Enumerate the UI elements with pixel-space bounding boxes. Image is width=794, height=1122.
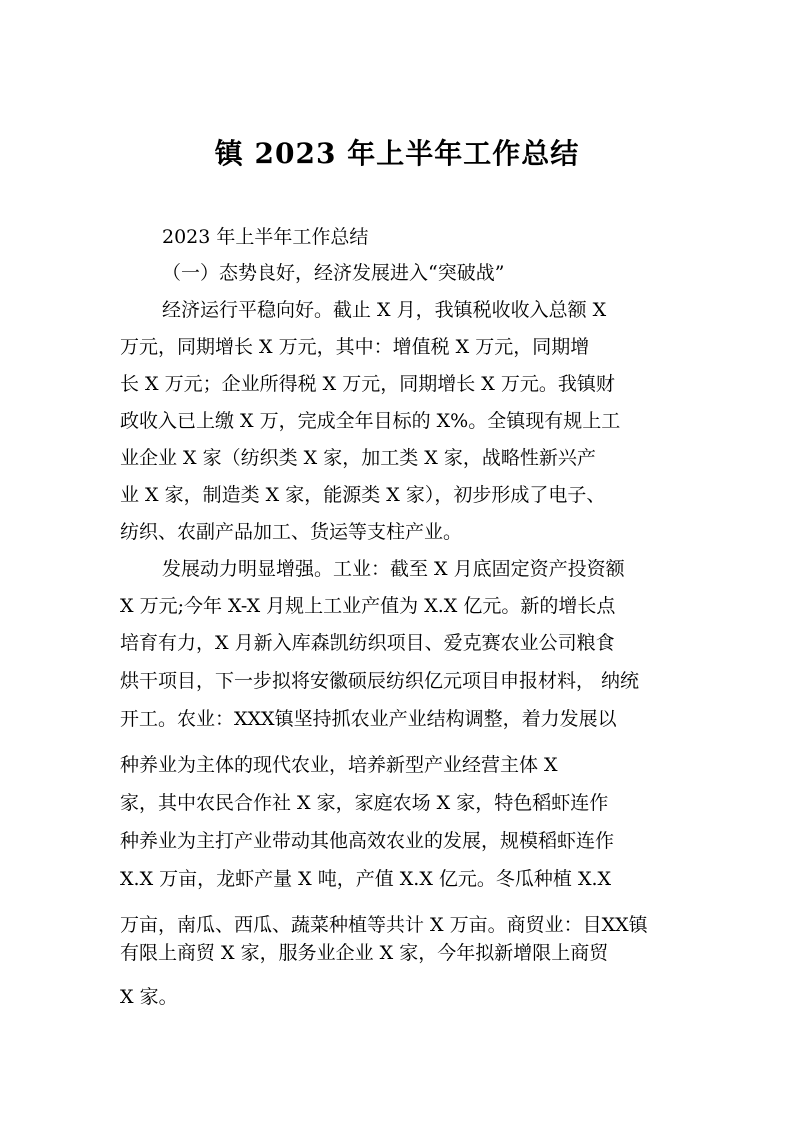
text-line: 种养业为主打产业带动其他高效农业的发展，规模稻虾连作 (120, 830, 615, 852)
text-line: 2023 年上半年工作总结 (162, 226, 369, 248)
text-line: 发展动力明显增强。工业：截至 X 月底固定资产投资额 (162, 558, 625, 580)
text-line: 开工。农业：XXX镇坚持抓农业产业结构调整，着力发展以 (120, 708, 617, 730)
text-line: X.X 万亩，龙虾产量 X 吨，产值 X.X 亿元。冬瓜种植 X.X (120, 868, 612, 890)
text-line: 家，其中农民合作社 X 家，家庭农场 X 家，特色稻虾连作 (120, 792, 609, 814)
text-line: 种养业为主体的现代农业，培养新型产业经营主体 X (120, 754, 558, 776)
text-line: 政收入已上缴 X 万，完成全年目标的 X%。全镇现有规上工 (120, 410, 621, 432)
text-line: 业 X 家，制造类 X 家，能源类 X 家），初步形成了电子、 (120, 484, 606, 506)
text-line: X 万元;今年 X-X 月规上工业产值为 X.X 亿元。新的增长点 (120, 595, 616, 617)
text-line: X 家。 (120, 986, 178, 1008)
text-line: 万元，同期增长 X 万元，其中：增值税 X 万元，同期增 (120, 336, 590, 358)
text-line: 万亩，南瓜、西瓜、蔬菜种植等共计 X 万亩。商贸业：目XX镇 (120, 914, 648, 936)
text-line: 培育有力，X 月新入库森凯纺织项目、爱克赛农业公司粮食 (120, 632, 615, 654)
text-line: 有限上商贸 X 家，服务业企业 X 家，今年拟新增限上商贸 (120, 942, 609, 964)
text-line: 业企业 X 家（纺织类 X 家，加工类 X 家，战略性新兴产 (120, 447, 596, 469)
text-line: 纺织、农副产品加工、货运等支柱产业。 (120, 521, 463, 543)
document-title: 镇 2023 年上半年工作总结 (214, 137, 580, 170)
text-line: 长 X 万元；企业所得税 X 万元，同期增长 X 万元。我镇财 (120, 373, 615, 395)
text-line: 经济运行平稳向好。截止 X 月，我镇税收收入总额 X (162, 299, 607, 321)
text-line: （一）态势良好，经济发展进入“突破战” (162, 262, 505, 284)
text-line: 烘干项目，下一步拟将安徽硕辰纺织亿元项目申报材料， 纳统 (120, 670, 640, 692)
